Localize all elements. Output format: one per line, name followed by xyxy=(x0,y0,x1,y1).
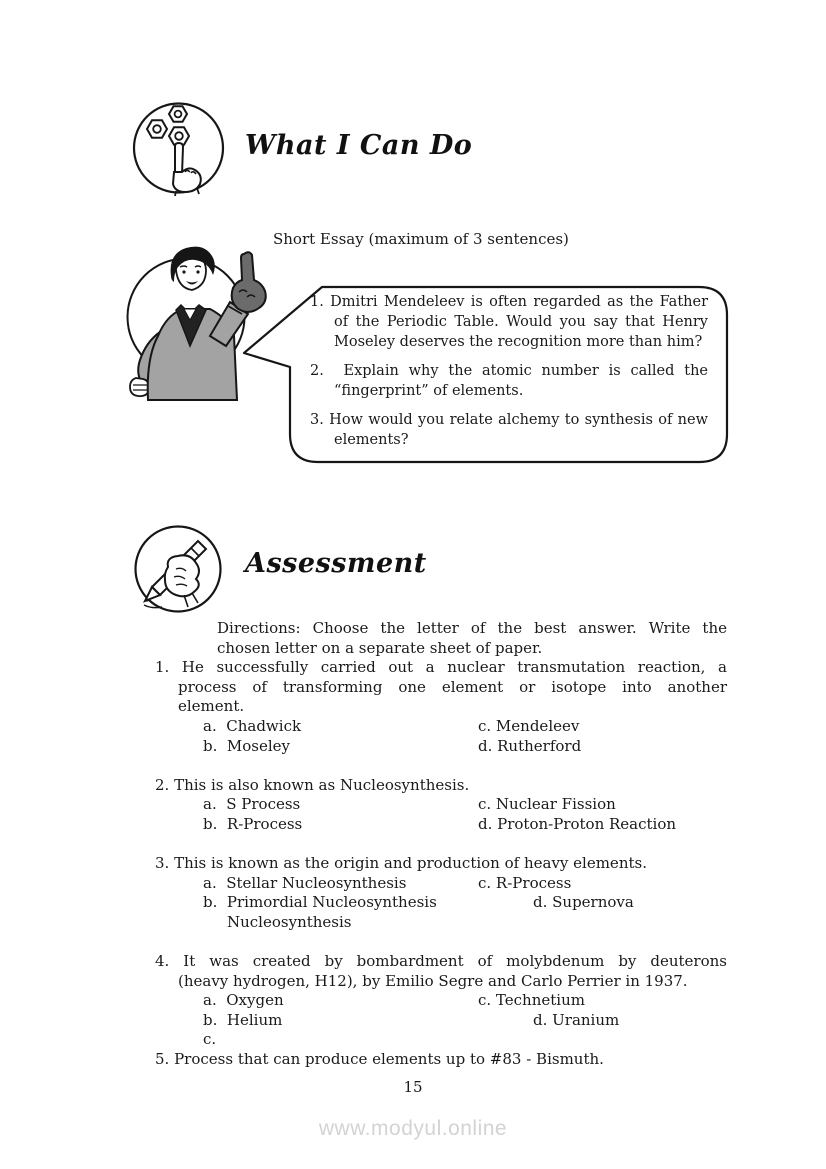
question-1-choice-row xyxy=(155,737,727,757)
question-4 xyxy=(155,952,727,1050)
question-4-choice-row xyxy=(155,1011,727,1031)
choice-a: a. Chadwick xyxy=(203,716,302,735)
question-2-choice-row xyxy=(155,795,727,815)
question-1-choice-row xyxy=(155,717,727,737)
assessment-body xyxy=(155,619,727,1070)
choice-a: a. S Process xyxy=(203,795,301,814)
choice-d: d. Rutherford xyxy=(478,736,582,755)
question-2 xyxy=(155,776,727,835)
choice-a: a. Stellar Nucleosynthesis xyxy=(203,873,407,892)
speech-bubble-text xyxy=(310,292,708,450)
choice-b: b. Primordial Nucleosynthesis xyxy=(203,893,437,912)
choice-b: b. R-Process xyxy=(203,814,303,833)
choice-c: c. Technetium xyxy=(478,991,585,1010)
essay-question-3: 3. How would you relate alchemy to synthesis of new elements? xyxy=(310,412,708,448)
question-5 xyxy=(155,1050,727,1070)
question-2-choice-row xyxy=(155,815,727,835)
choice-c: c. Mendeleev xyxy=(478,716,580,735)
section-title-what-i-can-do: What I Can Do xyxy=(245,130,473,161)
question-1-stem: 1. He successfully carried out a nuclear transmutation reaction, a process of transforming one element or isotope into another element. xyxy=(155,658,727,716)
question-3-choice-row xyxy=(155,874,727,894)
choice-d: d. Uranium xyxy=(533,1010,620,1029)
question-3-choice-row xyxy=(155,893,727,913)
question-4-choice-row xyxy=(155,1030,727,1050)
choice-b: b. Moseley xyxy=(203,736,291,755)
question-2-stem: 2. This is also known as Nucleosynthesis. xyxy=(155,775,470,794)
question-4-stem: 4. It was created by bombardment of molybdenum by deuterons (heavy hydrogen, H12), by Emilio Segre and Carlo Perrier in 1937. xyxy=(155,952,727,990)
page-number: 15 xyxy=(403,1078,423,1096)
question-3-choice-row xyxy=(155,913,727,933)
section-title-assessment: Assessment xyxy=(245,548,427,579)
choice-d: d. Supernova xyxy=(533,893,634,912)
question-1 xyxy=(155,658,727,756)
hand-writing-pencil-icon xyxy=(132,523,224,615)
choice-d: d. Proton-Proton Reaction xyxy=(478,814,677,833)
short-essay-label: Short Essay (maximum of 3 sentences) xyxy=(273,230,569,248)
essay-question-2: 2. Explain why the atomic number is called the “fingerprint” of elements. xyxy=(310,363,708,399)
choice-d-wrap: Nucleosynthesis xyxy=(227,912,352,931)
question-4-choice-row xyxy=(155,991,727,1011)
choice-a: a. Oxygen xyxy=(203,991,284,1010)
choice-c-stray: c. xyxy=(203,1030,217,1049)
question-5-stem: 5. Process that can produce elements up to #83 - Bismuth. xyxy=(155,1050,604,1069)
question-3 xyxy=(155,854,727,932)
essay-question-1: 1. Dmitri Mendeleev is often regarded as the Father of the Periodic Table. Would you say that Henry Moseley deserves the recognition more than him? xyxy=(310,294,708,350)
hand-balancing-nuts-icon xyxy=(131,98,226,196)
directions: Directions: Choose the letter of the best answer. Write the chosen letter on a separate sheet of paper. xyxy=(217,619,727,657)
question-3-stem: 3. This is known as the origin and production of heavy elements. xyxy=(155,854,647,873)
choice-c: c. R-Process xyxy=(478,873,572,892)
choice-c: c. Nuclear Fission xyxy=(478,795,616,814)
choice-b: b. Helium xyxy=(203,1010,283,1029)
watermark: www.modyul.online xyxy=(318,1117,508,1140)
